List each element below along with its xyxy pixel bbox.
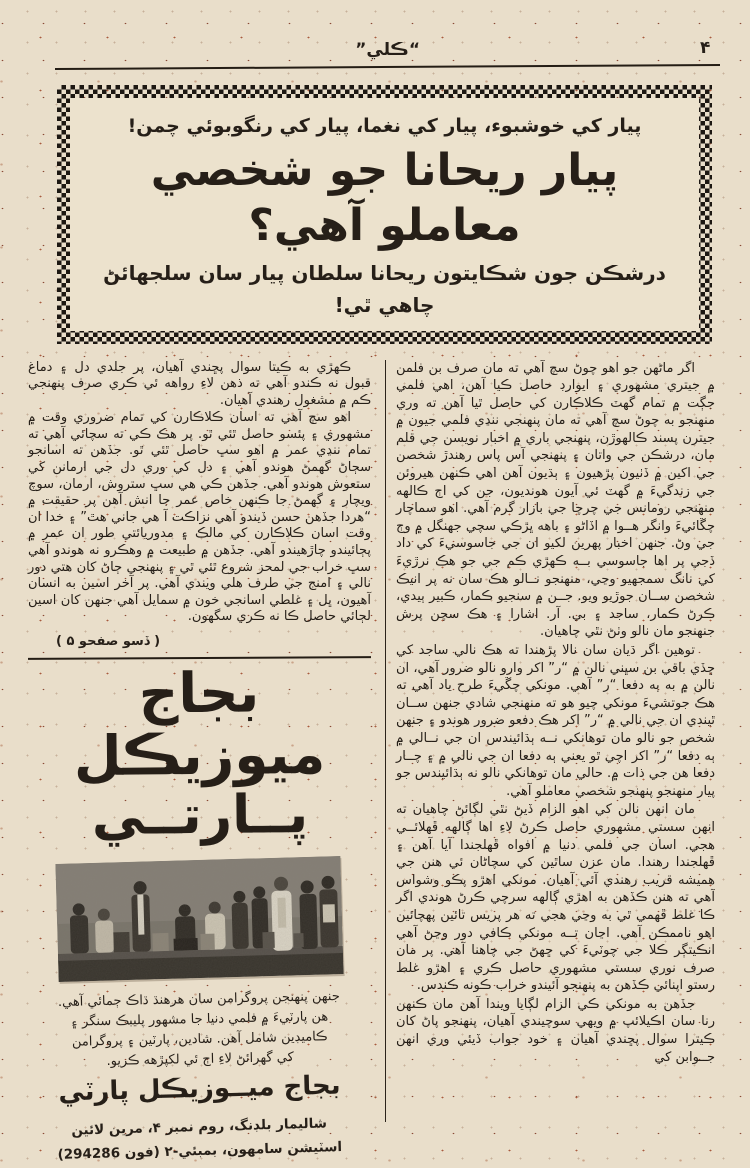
article-column-right bbox=[385, 360, 715, 1122]
kicker-line: پيار کي خوشبوء، پيار کي نغما، پيار کي رنگوبوئي چمن! bbox=[127, 115, 642, 137]
advert-title bbox=[27, 662, 372, 848]
see-page-note: ( ڏسو صفحو ۵ ) bbox=[56, 634, 161, 649]
advert-address bbox=[27, 1111, 371, 1168]
headline-box-inner bbox=[70, 98, 699, 331]
article-paragraph: مان انهن نالن کي اهو الزام ڏيڻ نٿي لڳائڻ چاهيان ته انهن سستي مشهوري حاصل ڪرڻ لاءِ اها ڳالهه ڦهلائــي هجي. اسان جي فلمي دنيا ۾ افواه ڦهلجندا آيا آهن ۽ ڦهلجندا رهندا. مان عزن ساٿين کي سچاڻان ئي هنن جي هميشه قريب رهندي آئي آهيان. مونکي اهڙو پڪو وشواس آهي ته هنن ڪڏهن به اهڙي ڳالهه سرچي ڪرڻ هوندي اگر ڪا غلط ڦهمي ٿي به وڃي هجي ته هر پريس تائين پهچائين اهو ناممڪن آهي. اڃان تــه مونکي ڪافي دور وڃڻ آهي انڪيتڳر ڪلا جي چوٽيءَ کي ڇهڻ جي چاهنا آهي. پر مان صرف نوري سستي مشهوري حاصل ڪري ۽ اهڙو غلط رستو اپنائي ڪڏهن به پنهنجو آئيندو خراب ڪونه ڪندس. bbox=[396, 802, 715, 994]
magazine-title: “ڪلي” bbox=[355, 40, 420, 60]
advert-caption-line: کي گهرائڻ لاءِ اڄ ئي لکپڙهه ڪريو. bbox=[106, 1050, 294, 1069]
stage-photo bbox=[55, 856, 343, 982]
article-continuation bbox=[28, 360, 371, 627]
article-paragraph: توهين اگر ڌيان سان نالا پڙهندا ته هڪ نالي ساجد کي ڇڏي باقي بن سڀني نالن ۾ “ر” اکر وارو نالو ضرور آهي، ان نالن ۾ به ٻه دفعا “ر” آهي. مونکي چڱيءَ طرح ياد آهي ته هڪ جوتشيءَ مونکي چيو هو ته منهنجي شادي جنهن ســان ٿيندي ان جي نالي ۾ “ر” اکر هڪ دفعو ضرور هوندو ۽ جنهن شخص جو نالو مان توهانکي نــه ٻڌائيندس ان جي نــالي ۾ ٻه دفعا “ر” اکر اچي ٿو يعني ٻه دفعا ان جي نالي ۾ ۽ چــار دفعا هن جي ذات ۾. حالي مان توهانکي نالو نه ٻڌائيندس جو پيار منهنجو پنهنجو شخصي معاملو آهي. bbox=[396, 643, 715, 799]
article-paragraph: ڪهڙي به ڪيتا سوال پڇندي آهيان، پر جلدي دل ۽ دماغ قبول نه ڪندو آهي ته ذهن لاءِ رواهه ئي ڪري صرف پنهنجي ڪم ۾ مشغول رهندي آهيان. bbox=[28, 359, 371, 408]
article-body bbox=[28, 360, 715, 1164]
sub-headline: درشڪن جون شڪايتون ريحانا سلطان پيار سان سلجهائڻ چاهي ٿي! bbox=[103, 260, 666, 317]
article-column-left bbox=[28, 360, 385, 1164]
advert-caption-line: ڪاميڊين شامل آهن. شادين، پارٽين ۽ پروگرامن bbox=[71, 1029, 328, 1050]
advert-caption bbox=[27, 986, 372, 1074]
advert-caption-line: جنهن پنهنجن پروگرامن سان هرهنڌ ڌاڪ ڄمائي آهي. bbox=[57, 988, 340, 1010]
article-paragraph: جڏهن به مونکي ڪي الزام لڳايا ويندا آهن مان ڪنهن رنا سان اڪيلائپ ۾ ويهي سوچيندي آهيان، پنهنجو پاڻ کان ڪيترا سوال پڇندي آهيان ۽ خود جواب ڏيئي وري انهن جــوابن کي bbox=[396, 996, 715, 1065]
advert-title-line2: پــارتــي bbox=[91, 784, 309, 848]
advert-title-line1: بجاج ميوزيڪل bbox=[73, 660, 326, 788]
stage-photo-graphic bbox=[55, 856, 343, 982]
article-paragraph: اهو سچ آهي ته اسان ڪلاڪارن کي تمام ضروري وقت ۾ مشهوري ۽ پئسو حاصل ٿئي ٿو. پر هڪ ڪي ته سچائي آهي ته تمام ننڍي عمر ۾ اهو سڀ حاصل ٿئي ٿو. جڏهن ته اسانجو سڄاڻ گهمڻ هوندو آهي ۽ دل کي وري دل جي ارمانن کي ستعوش هوندو آهي. جڏهن ڪي هي سڀ ستروش، ارمان، سوچ ويچار ۽ گهمڻ جا ڪنهن خاص عمر جا انش آهن پر حقيقت ۾ “هردا جڏهن حسن ڏيندو آهي نزاڪت آ هي جاني هٿ” ۽ خدا ان وقت اسان ڪلاڪارن کي مالڪ ۽ مدوريائتي طور ان عمر ۾ پڄائيندو چاڙهيندو آهي. جڏهن ۾ طبيعت ۾ وهڪرو نه هوندو آهي سڀ خراب جي لمحز شروع ٿئي ٿي ۽ پنهنجي ڄاڻ کان هتي دور نالي ۽ امنج جي طرف هلي ويندي آهي. پر آخر اسين به انسان آهيون، ڀل ۽ غلطي اسانجي خون ۾ سمايل آهي جنهن کان اسين لڄائي حاصل ڪا نه ڪري سگهون. bbox=[28, 410, 371, 625]
advert-address-line1: شاليمار بلڊنگ، روم نمبر ۴، مرين لائين bbox=[71, 1115, 328, 1139]
page-number: ۴ bbox=[700, 38, 711, 58]
advert-name-repeat: بجاج ميــوزيڪل پارٽي bbox=[58, 1070, 341, 1108]
headline-box bbox=[57, 85, 712, 344]
advert-divider-rule bbox=[28, 656, 371, 660]
advert-caption-line: هن پارٽيءَ ۾ فلمي دنيا جا مشهور پليبڪ سنگر ۽ bbox=[70, 1008, 329, 1030]
masthead bbox=[0, 0, 750, 66]
main-headline: پيار ريحانا جو شخصي معاملو آهي؟ bbox=[150, 144, 619, 251]
advert-address-line2: اسٽيشن سامهون، بمبئي-٢ (فون 294286) bbox=[57, 1138, 343, 1163]
article-paragraph: اگر ماڻهن جو اهو چوڻ سچ آهي ته مان صرف بن فلمن ۾ جيتري مشهوري ۽ ايوارڊ حاصل ڪيا آهن، اهي فلمي جڳت ۾ تمام گهٽ ڪلاڪارن کي حاصل ٿيا آهن ته وري منهنجو به چوڻ سچ آهي ته مان پنهنجي ننڍي فلمي جيون ۾ جيترن پسند ڪالهوڙن، پنهنجي باري ۾ اخبار نويسن جي قلم مان، درشڪن جي واتان ۽ پنهنجي آس پاس رهندڙ شخصن جي اکين ۾ ڏٺيون پڙهيون ۽ ٻڌيون آهن اهي ڪنهن هيروئن جي زندگيءَ ۾ گهٽ ئي آيون هونديون، جن کي اڄ ڪالهه منهنجي رومانس جي چرچا جي بازار گرم آهي. اهو سماچار چڱائيءَ وانگر هــوا ۾ اڏاڻو ۽ باهه ڀڙڪي سچي جهنگل ۾ وڄ جي وڻ. جنهن اخبار پهرين لکيو ان جي جاسوسيءَ کي داد ڏجي پر اها جاسوسي بــه ڪهڙي ڪم جي جو هڪ نرڙيءَ کي نانگ سمجهيو وڃي، منهنجو نــالو هڪ سان نه پر انيڪ شخصن ســان جوڙيو ويو. جــن ۾ سنجيو ڪمار، ڪبير ٻيدي، ڪرڻ ڪمار، ساجد ۽ بي. آر. اشارا ۽ هڪ سچن پرش جنهنجو مان نالو وٺڻ نٿي چاهيان. bbox=[396, 360, 715, 640]
advert-bajaj-musical-party bbox=[28, 660, 371, 1163]
